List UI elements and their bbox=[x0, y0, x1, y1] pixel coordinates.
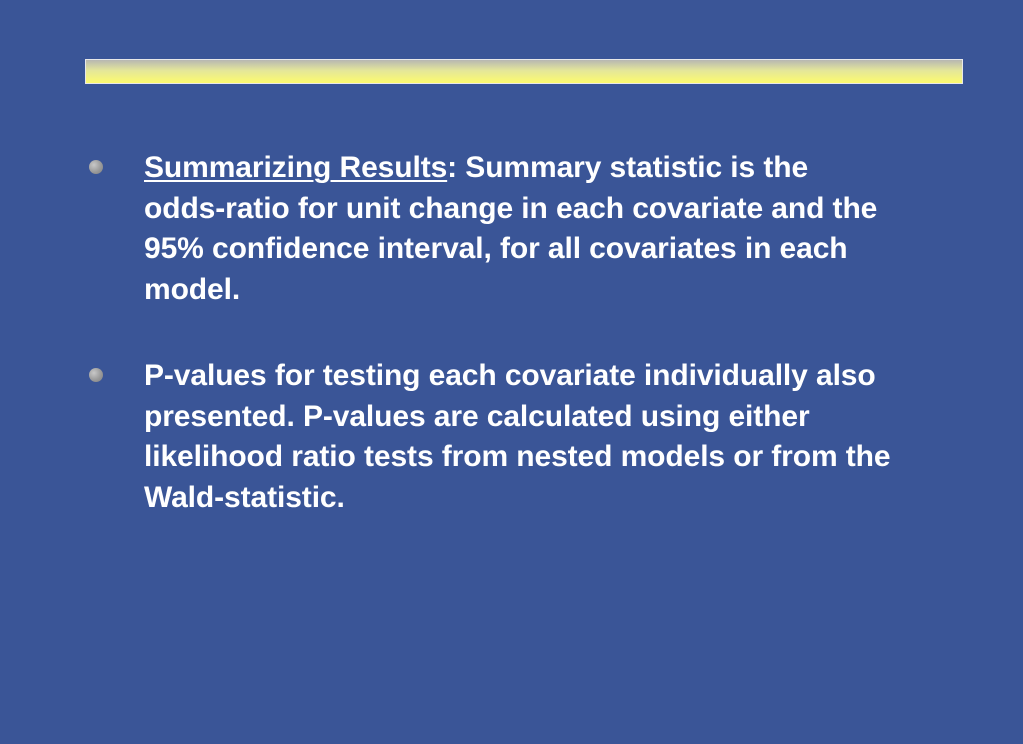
bullet-rest-1: : Summary statistic is the odds-ratio for unit change in each covariate and the 95% confidence interval, for all covariates in each model. bbox=[144, 151, 878, 306]
bullet-text-2 bbox=[144, 356, 1004, 518]
bullet-dot-icon bbox=[89, 160, 103, 174]
bullet-dot-icon bbox=[89, 368, 103, 382]
bullet-text-1 bbox=[144, 148, 1004, 310]
bullet-lead-1: Summarizing Results bbox=[144, 151, 448, 184]
bullet-rest-2: P-values for testing each covariate individually also presented. P-values are calculated using either likelihood ratio tests from nested models or from the Wald-statistic. bbox=[144, 359, 891, 514]
